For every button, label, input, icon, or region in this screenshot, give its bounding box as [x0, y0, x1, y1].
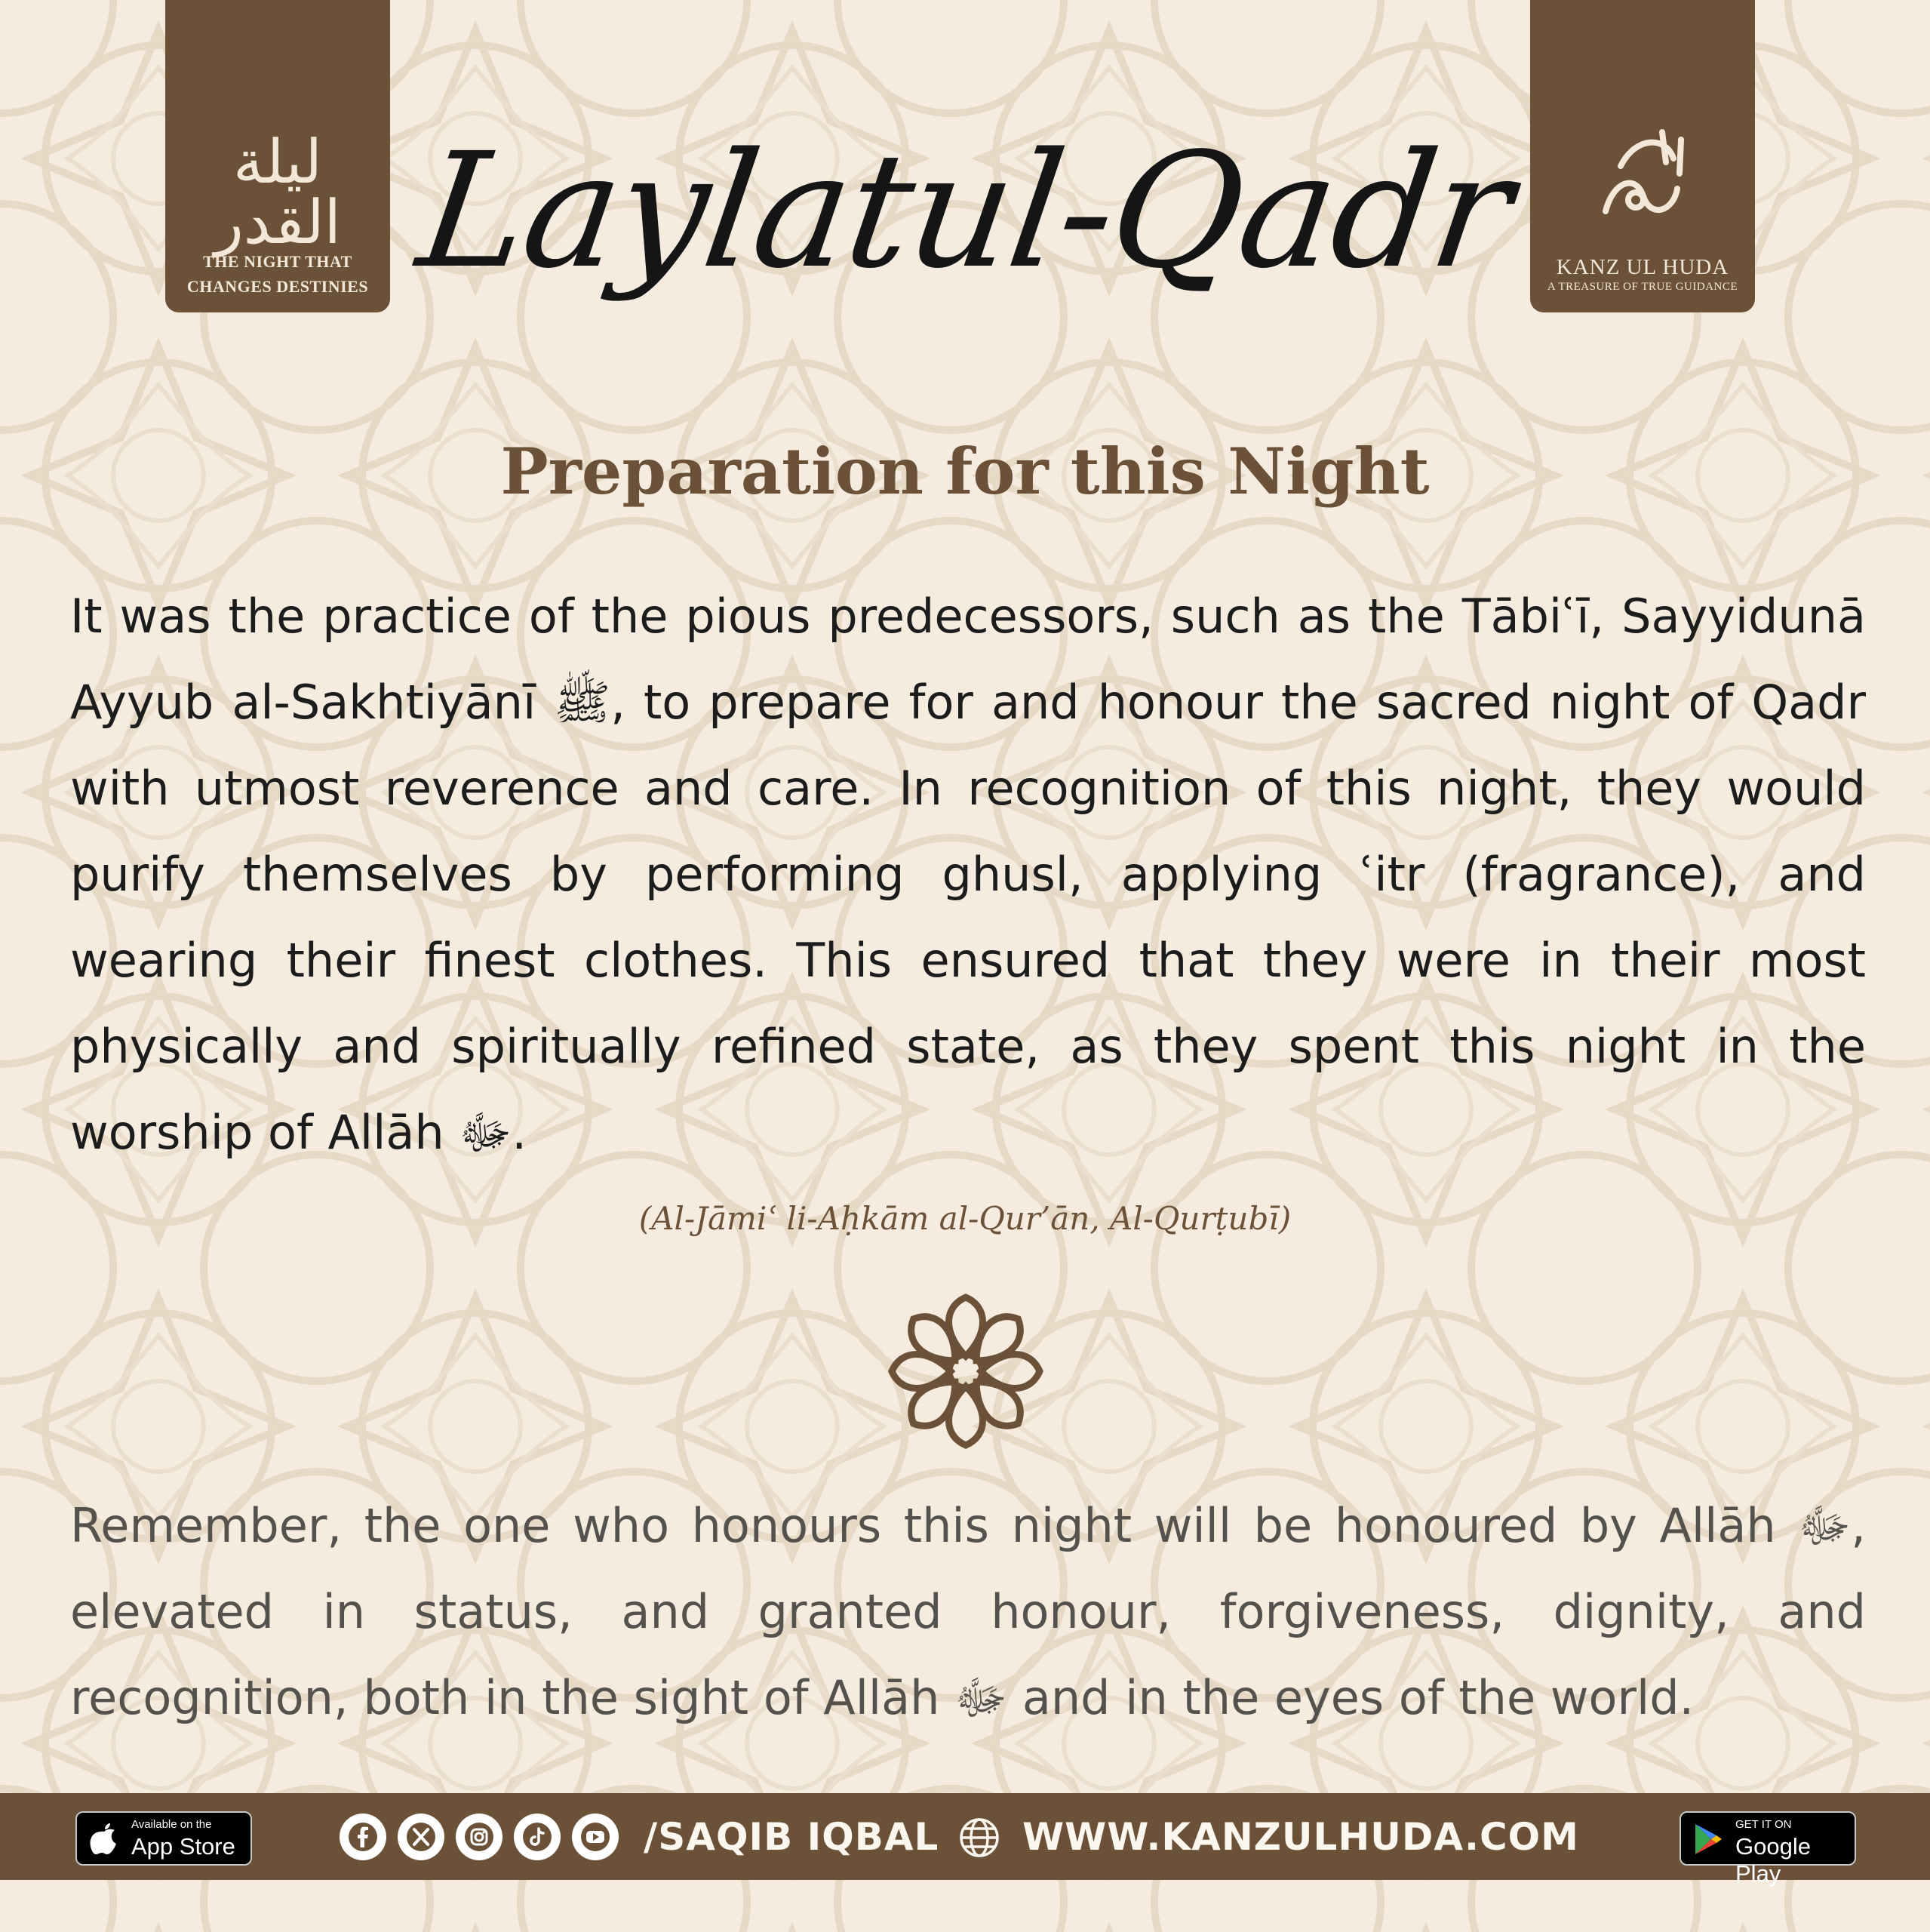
main-paragraph: It was the practice of the pious predecessors, such as the Tābiʿī, Sayyidunā Ayyub al-Sakhtiyānī ﷺ, to prepare for and honour the sacred night of Qadr with utmost reverence and care. In recognition of this night, they would purify themselves by performing ghusl, applying ʿitr (fragrance), and wearing their finest clothes. This ensured that they were in their most physically and spiritually refined state, as they spent this night in the worship of Allāh ﷻ. — [70, 589, 1866, 1160]
app-store-button[interactable] — [75, 1811, 252, 1866]
website-link[interactable]: WWW.KANZULHUDA.COM — [1022, 1815, 1579, 1859]
app-store-caption: Available on the — [131, 1818, 212, 1831]
tiktok-icon[interactable] — [514, 1814, 561, 1860]
laylatul-qadr-arabic-calligraphy: ليلة القدر — [214, 127, 341, 257]
badge-caption-line-2: CHANGES DESTINIES — [186, 277, 369, 296]
youtube-icon[interactable] — [572, 1814, 619, 1860]
facebook-icon[interactable] — [340, 1814, 386, 1860]
section-heading: Preparation for this Night — [500, 434, 1430, 509]
social-handle: /SAQIB IQBAL — [644, 1815, 939, 1859]
google-play-label: Google Play — [1735, 1833, 1811, 1887]
app-store-label: App Store — [131, 1833, 235, 1860]
closing-paragraph: Remember, the one who honours this night will be honoured by Allāh ﷻ, elevated in status, and granted honour, forgiveness, dignity, and recognition, both in the sight of Allāh ﷻ and in the eyes of the world. — [70, 1498, 1866, 1725]
google-play-caption: GET IT ON — [1735, 1818, 1792, 1831]
main-title: Laylatul-Qadr — [409, 118, 1522, 303]
floral-ornament-icon — [887, 1292, 1045, 1451]
x-icon[interactable] — [398, 1814, 444, 1860]
apple-icon — [89, 1823, 119, 1856]
globe-icon — [958, 1817, 1000, 1859]
google-play-icon — [1693, 1823, 1723, 1856]
footer-bar — [0, 1793, 1930, 1887]
badge-caption-line-1: THE NIGHT THAT — [203, 252, 352, 271]
instagram-icon[interactable] — [456, 1814, 502, 1860]
brand-name: KANZ UL HUDA — [1556, 255, 1729, 279]
brand-tagline: A TREASURE OF TRUE GUIDANCE — [1547, 281, 1738, 293]
citation: (Al-Jāmiʿ li-Aḥkām al-Qur’ān, Al-Qurṭubī) — [638, 1200, 1292, 1237]
google-play-button[interactable] — [1680, 1811, 1856, 1887]
